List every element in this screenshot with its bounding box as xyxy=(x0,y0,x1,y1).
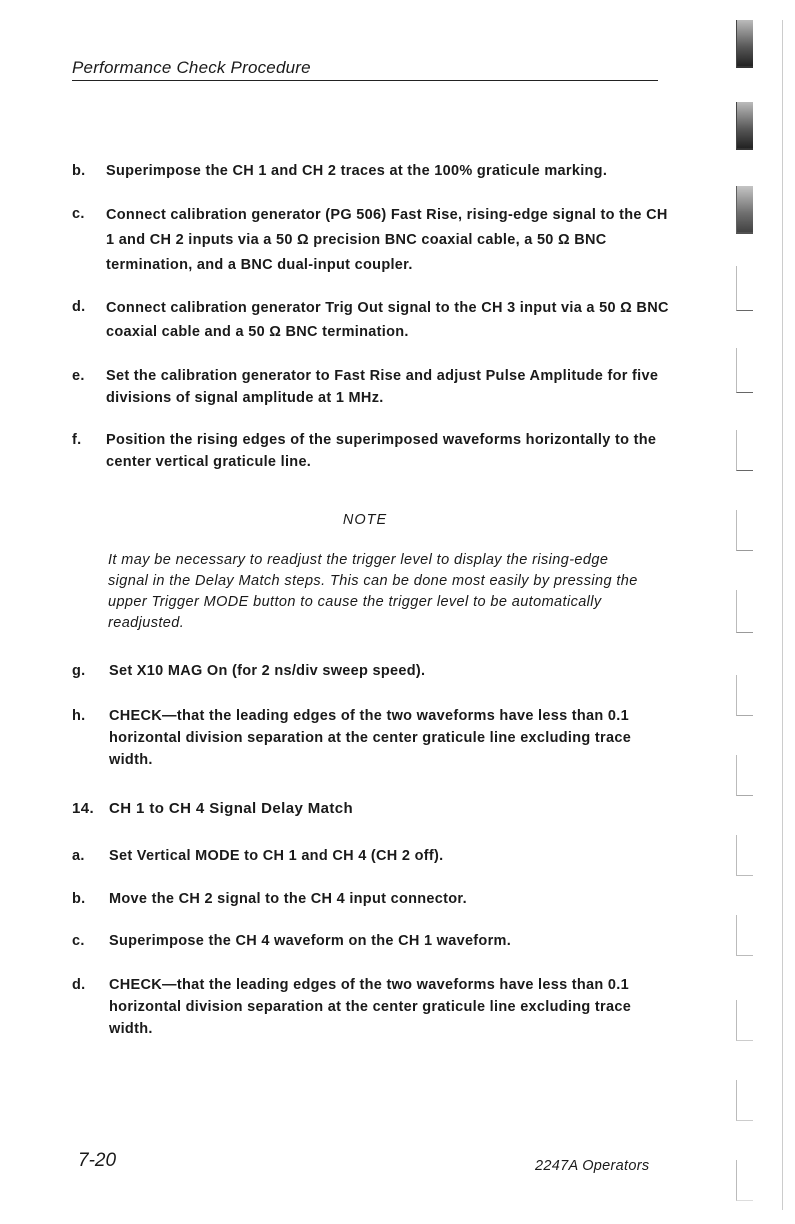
step-d xyxy=(72,296,672,344)
step-letter: e. xyxy=(72,368,85,384)
step-letter: d. xyxy=(72,977,86,993)
step-text: Set X10 MAG On (for 2 ns/div sweep speed). xyxy=(109,663,426,679)
section-number: 14. xyxy=(72,800,95,817)
thumb-tab xyxy=(736,186,753,234)
thumb-tab xyxy=(736,348,753,393)
thumb-tab xyxy=(736,102,753,150)
step-letter: c. xyxy=(72,933,85,949)
step-a xyxy=(72,845,672,867)
section-heading xyxy=(72,800,353,817)
note-body: It may be necessary to readjust the trigger level to display the rising-edge signal in the Delay Match steps. This can be done most easily by pressing the upper Trigger MODE button to cause the trigger level to be automatically readjusted. xyxy=(108,552,638,631)
step-text: Set the calibration generator to Fast Rise and adjust Pulse Amplitude for five divisions of signal amplitude at 1 MHz. xyxy=(106,368,659,406)
thumb-tab xyxy=(736,510,753,551)
step-letter: a. xyxy=(72,848,85,864)
step-text: Superimpose the CH 1 and CH 2 traces at the 100% graticule marking. xyxy=(106,163,608,179)
thumb-tab xyxy=(736,590,753,633)
thumb-tab xyxy=(736,1000,753,1041)
thumb-tab xyxy=(736,675,753,716)
step-e xyxy=(72,365,672,409)
step-text: Move the CH 2 signal to the CH 4 input connector. xyxy=(109,891,467,907)
step-letter: f. xyxy=(72,432,82,448)
step-b2 xyxy=(72,888,672,910)
step-letter: d. xyxy=(72,299,86,315)
step-text: Superimpose the CH 4 waveform on the CH 1 waveform. xyxy=(109,933,512,949)
thumb-tab xyxy=(736,835,753,876)
step-c xyxy=(72,203,672,278)
step-c2 xyxy=(72,930,672,952)
note-title: NOTE xyxy=(342,512,388,528)
step-letter: b. xyxy=(72,891,86,907)
step-text: Set Vertical MODE to CH 1 and CH 4 (CH 2 off). xyxy=(109,848,444,864)
thumb-index-tabs xyxy=(730,20,770,1210)
step-g xyxy=(72,660,672,682)
manual-title: 2247A Operators xyxy=(535,1158,650,1174)
step-text: Connect calibration generator Trig Out signal to the CH 3 input via a 50 Ω BNC coaxial cable and a 50 Ω BNC termination. xyxy=(106,300,669,340)
thumb-tab xyxy=(736,755,753,796)
step-text: Connect calibration generator (PG 506) Fast Rise, rising-edge signal to the CH 1 and CH 2 inputs via a 50 Ω precision BNC coaxial cable, a 50 Ω BNC termination, and a BNC dual-input coupler. xyxy=(106,207,668,273)
thumb-tab xyxy=(736,20,753,68)
step-h xyxy=(72,705,672,771)
thumb-tab xyxy=(736,266,753,311)
step-text: CHECK—that the leading edges of the two waveforms have less than 0.1 horizontal division separation at the center graticule line excluding trace width. xyxy=(109,708,632,768)
section-title: CH 1 to CH 4 Signal Delay Match xyxy=(109,800,354,817)
page-edge xyxy=(782,20,783,1210)
step-letter: b. xyxy=(72,163,86,179)
thumb-tab xyxy=(736,1160,753,1201)
step-text: Position the rising edges of the superimposed waveforms horizontally to the center vertical graticule line. xyxy=(106,432,657,470)
step-d2 xyxy=(72,974,672,1040)
step-f xyxy=(72,429,672,473)
page-number: 7-20 xyxy=(78,1150,117,1171)
step-b xyxy=(72,160,672,182)
thumb-tab xyxy=(736,915,753,956)
page-header: Performance Check Procedure xyxy=(72,58,658,81)
step-text: CHECK—that the leading edges of the two waveforms have less than 0.1 horizontal division separation at the center graticule line excluding trace width. xyxy=(109,977,632,1037)
thumb-tab xyxy=(736,1080,753,1121)
step-letter: g. xyxy=(72,663,86,679)
step-letter: h. xyxy=(72,708,86,724)
step-letter: c. xyxy=(72,206,85,222)
thumb-tab xyxy=(736,430,753,471)
